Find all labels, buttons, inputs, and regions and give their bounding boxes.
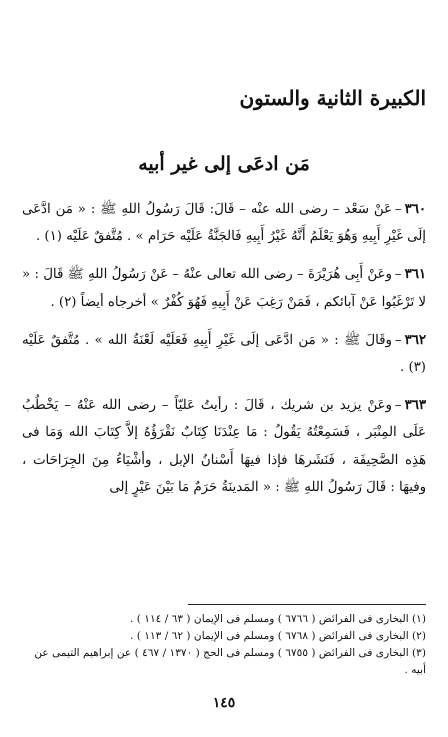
hadith-number: ٣٦٣ — [404, 398, 426, 414]
hadith-text: وعَنْ يزيد بن شريك ، قَالَ : رأيتُ عَليّاً – رضى الله عَنْهُ – يَخْطُبُ عَلَى المِنْبَر ، فَسَمِعْتُهُ يَقُولُ : مَا عِنْدَنَا كِتَابٌ نَقْرَؤُهُ إلاَّ كِتَابَ الله وَمَا فى هَذِه الصَّحِيفَة ، فَنَشَرهَا فإذا فيهَا أَسْنانُ الإبل ، وأشْيَاءُ مِنَ الجِرَاحَات ، وفيهَا : قَالَ رَسُولُ اللهِ ﷺ : « المَدينَةُ حَرَمٌ مَا بَيْنَ عَيْرٍ إلى — [22, 398, 426, 495]
hadith-number: ٣٦٢ — [404, 332, 426, 348]
footnote-1: (١) البخارى فى الفرائض ( ٦٧٦٦ ) ومسلم فى الإيمان ( ٦٣ / ١١٤ ) . — [130, 613, 426, 625]
hadith-360 — [22, 196, 426, 250]
footnote-2: (٢) البخارى فى الفرائض ( ٦٧٦٨ ) ومسلم فى الإيمان ( ٦٢ / ١١٣ ) . — [130, 630, 426, 642]
hadith-text: وعَنْ أَبِى هُرَيْرَةَ – رضى الله تعالى عنْهُ – عَنْ رَسُولُ اللهِ ﷺ قَالَ : « لا تَرْغَبُوا عَنْ آبائكم ، فَمَنْ رَغِبَ عَنْ أَبِيهِ فَهُوَ كُفْرٌ » أخرجاه أيضاً (٢) . — [22, 267, 426, 310]
footnote-divider — [188, 604, 426, 605]
page-number: ١٤٥ — [212, 695, 236, 711]
hadith-list — [22, 196, 426, 501]
number-separator: – — [394, 332, 402, 348]
hadith-number: ٣٦٠ — [404, 202, 426, 217]
footnote-3: (٣) البخارى فى الفرائض ( ٦٧٥٥ ) ومسلم فى الحج ( ١٣٧٠ / ٤٦٧ ) عن إبراهيم التيمى عن أبيه . — [34, 647, 426, 676]
hadith-number: ٣٦١ — [404, 267, 426, 283]
hadith-text: وقَالَ ﷺ : « مَن ادَّعَى إلَى غَيْرِ أَبِيهِ فَعَلَيْه لَعْنَةُ الله » . مُتَّفقٌ عَلَيْه (٣) . — [22, 332, 426, 376]
hadith-362 — [22, 327, 426, 381]
number-separator: – — [394, 267, 402, 283]
number-separator: – — [394, 202, 402, 217]
footnotes — [22, 611, 426, 679]
number-separator: – — [394, 398, 402, 414]
section-title: مَن ادعَى إلى غير أبيه — [138, 153, 310, 175]
chapter-title: الكبيرة الثانية والستون — [239, 86, 426, 110]
hadith-text: عَنْ سَعْد – رضى الله عنْه – قَالَ: قَالَ رَسُولُ اللهِ ﷺ : « مَن ادَّعَى إلَى غَيْرِ أَبِيهِ وَهُوَ يَعْلَمُ أَنَّهُ غَيْرُ أَبِيهِ فَالجَنَّةُ عَلَيْه حَرَام » . مُتَّفقٌ عَلَيْه (١) . — [22, 202, 426, 245]
hadith-361 — [22, 261, 426, 315]
hadith-363 — [22, 392, 426, 501]
